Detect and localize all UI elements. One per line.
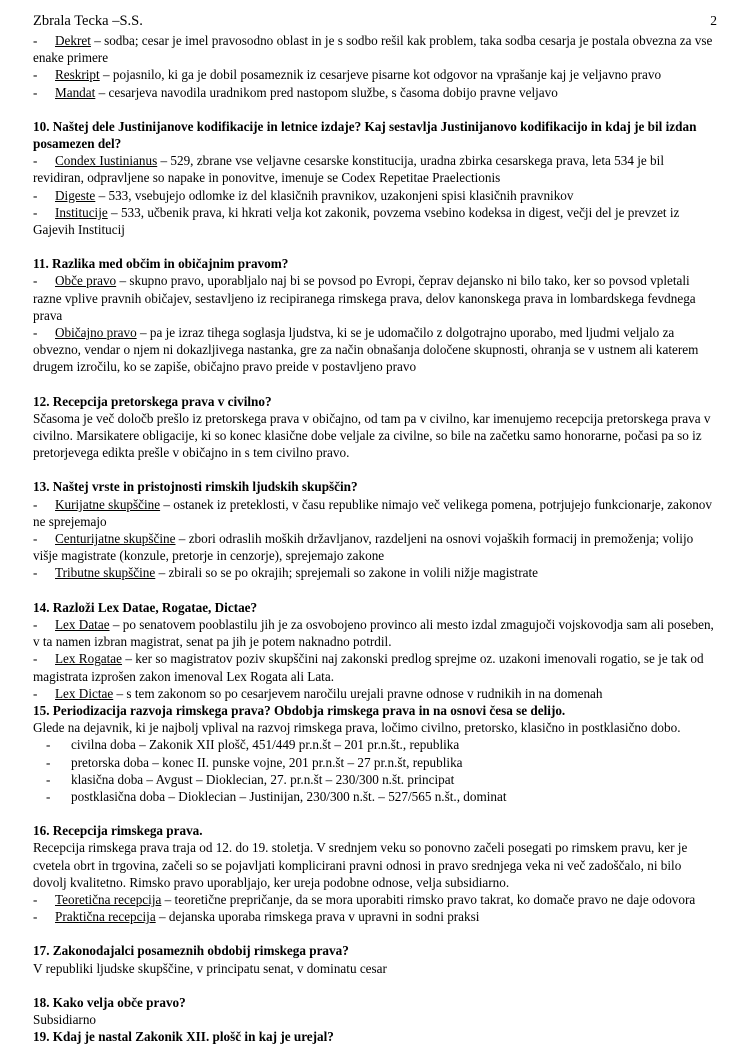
question-heading-18: 18. Kako velja obče pravo? — [33, 994, 186, 1010]
list-item — [33, 530, 717, 564]
bullet-term: Mandat — [55, 84, 96, 100]
list-item — [33, 736, 717, 753]
list-item — [33, 66, 717, 83]
section-spacer — [33, 977, 717, 994]
bullet-dash: - — [33, 909, 38, 925]
bullet-text: – cesarjeva navodila uradnikom pred nastopom službe, s časoma dobijo pravne veljavo — [95, 84, 558, 100]
list-item — [33, 272, 717, 324]
bullet-dash: - — [33, 273, 38, 289]
list-item — [33, 891, 717, 908]
question-heading-14: 14. Razloži Lex Datae, Rogatae, Dictae? — [33, 599, 258, 615]
bullet-dash: - — [33, 651, 38, 667]
page-header — [33, 12, 717, 30]
bullet-dash: - — [46, 737, 51, 753]
question-heading-19: 19. Kdaj je nastal Zakonik XII. plošč in kaj je urejal? — [33, 1029, 334, 1045]
list-item — [33, 685, 717, 702]
bullet-dash: - — [33, 187, 38, 203]
bullet-text: civilna doba – Zakonik XII plošč, 451/449 pr.n.št – 201 pr.n.št., republika — [71, 737, 460, 753]
answer-list-16 — [33, 891, 717, 925]
bullet-dash: - — [46, 771, 51, 787]
intro-bullet-list — [33, 32, 717, 101]
question-heading-16: 16. Recepcija rimskega prava. — [33, 823, 203, 839]
bullet-text: – s tem zakonom so po cesarjevem naročilu urejali pravne odnose v rudnikih in na domenah — [113, 685, 603, 701]
bullet-text: – skupno pravo, uporabljalo naj bi se povsod po Evropi, čeprav dejansko ni bilo tako, ker so povsod vpletali razne vplive pravnih običajev, sestavljeno iz recipiranega rimskega prava, delov kanonskega prava in lombardskega fevdnega prava — [33, 273, 696, 323]
question-heading-11: 11. Razlika med občim in običajnim pravom? — [33, 256, 289, 272]
bullet-term: Lex Datae — [55, 616, 110, 632]
bullet-dash: - — [33, 33, 38, 48]
bullet-dash: - — [33, 685, 38, 701]
bullet-text: – 529, zbrane vse veljavne cesarske konstitucija, uradna zbirka cesarskega prava, leta 534 je bil revidiran, odpravljene so napake in ponovitve, imenuje se Codex Repetitae Praelectionis — [33, 153, 664, 186]
answer-paragraph-15: Glede na dejavnik, ki je najbolj vplival na razvoj rimskega prava, ločimo civilno, pretorsko, klasično in postklasično dobo. — [33, 720, 681, 736]
bullet-term: Običajno pravo — [55, 325, 137, 341]
bullet-dash: - — [33, 565, 38, 581]
bullet-term: Digeste — [55, 187, 96, 203]
list-item — [33, 754, 717, 771]
section-spacer — [33, 805, 717, 822]
section-spacer — [33, 461, 717, 478]
list-item — [33, 187, 717, 204]
bullet-text: – teoretične prepričanje, da se mora uporabiti rimsko pravo takrat, ko domače pravo ne daje odovora — [161, 891, 696, 907]
section-spacer — [33, 582, 717, 599]
bullet-text: – pa je izraz tihega soglasja ljudstva, ki se je udomačilo z dolgotrajno uporabo, med ljudmi veljalo za obvezno, vendar o njem ni dokazljivega nastanka, gre za način obnašanja določene skupnosti, ohranja se v ustnem ali katerem drugem izročilu, ko se zapiše, običajno pravo preide v postavljeno pravo — [33, 325, 699, 375]
bullet-term: Condex Iustinianus — [55, 153, 158, 169]
question-heading-13: 13. Naštej vrste in pristojnosti rimskih ljudskih skupščin? — [33, 479, 358, 495]
answer-paragraph-16: Recepcija rimskega prava traja od 12. do 19. stoletja. V srednjem veku so ponovno začeli posegati po rimskem pravu, ker je cvetela obrt in trgovina, začeli so se pojavljati komplicirani pravni odnosi in pravo srednjega veka ni več zadoščalo, ni bilo dovolj kvalitetno. Rimsko pravo uporabljajo, ker ureja podobne odnose, velja subsidiarno. — [33, 840, 688, 890]
list-item — [33, 84, 717, 101]
list-item — [33, 908, 717, 925]
bullet-term: Centurijatne skupščine — [55, 531, 176, 547]
bullet-text: klasična doba – Avgust – Dioklecian, 27. pr.n.št – 230/300 n.št. principat — [71, 771, 455, 787]
section-spacer — [33, 101, 717, 118]
bullet-text: – ostanek iz preteklosti, v času republike nimajo več velikega pomena, potrjujejo funkcionarje, zakonov ne sprejemajo — [33, 496, 712, 529]
answer-paragraph-18: Subsidiarno — [33, 1011, 97, 1027]
section-spacer — [33, 238, 717, 255]
section-spacer — [33, 376, 717, 393]
bullet-dash: - — [33, 84, 38, 100]
question-heading-15: 15. Periodizacija razvoja rimskega prava? Obdobja rimskega prava in na osnovi česa se delijo. — [33, 702, 566, 718]
section-spacer — [33, 925, 717, 942]
bullet-term: Dekret — [55, 33, 91, 48]
list-item — [33, 496, 717, 530]
list-item — [33, 152, 717, 186]
bullet-term: Teoretična recepcija — [55, 891, 162, 907]
answer-paragraph-17: V republiki ljudske skupščine, v principatu senat, v dominatu cesar — [33, 960, 387, 976]
list-item — [33, 564, 717, 581]
list-item — [33, 32, 717, 66]
bullet-term: Lex Rogatae — [55, 651, 123, 667]
header-title: Zbrala Tecka –S.S. — [33, 13, 143, 29]
bullet-term: Lex Dictae — [55, 685, 114, 701]
bullet-dash: - — [33, 531, 38, 547]
bullet-term: Praktična recepcija — [55, 909, 156, 925]
question-heading-12: 12. Recepcija pretorskega prava v civilno? — [33, 393, 272, 409]
bullet-text: – zbirali so se po okrajih; sprejemali so zakone in volili nižje magistrate — [155, 565, 538, 581]
page-number: 2 — [710, 13, 717, 28]
answer-list-10 — [33, 152, 717, 238]
bullet-dash: - — [33, 67, 38, 83]
question-heading-17: 17. Zakonodajalci posameznih obdobij rimskega prava? — [33, 943, 349, 959]
bullet-text: pretorska doba – konec II. punske vojne, 201 pr.n.št – 27 pr.n.št, republika — [71, 754, 463, 770]
bullet-dash: - — [46, 754, 51, 770]
bullet-term: Obče pravo — [55, 273, 117, 289]
bullet-dash: - — [33, 891, 38, 907]
bullet-text: postklasična doba – Dioklecian – Justinijan, 230/300 n.št. – 527/565 n.št., dominat — [71, 788, 507, 804]
bullet-text: – dejanska uporaba rimskega prava v upravni in sodni praksi — [155, 909, 480, 925]
answer-list-11 — [33, 272, 717, 375]
answer-paragraph-12: Sčasoma je več določb prešlo iz pretorskega prava v običajno, od tam pa v civilno, kar imenujemo recepcija pretorskega prava v civilno. Marsikatere obligacije, ki so konec klasične dobe veljale za civilne, so bile na začetku samo honorarne, počasi pa so iz pretorjevega edikta prešle v običajno in s tem civilno pravo. — [33, 410, 711, 461]
bullet-dash: - — [33, 204, 38, 220]
bullet-text: – po senatovem pooblastilu jih je za osvobojeno provinco ali mesto izdal zmagujoči vojskovodja sam ali poseben, v ta namen izbran magistrat, senat pa jih je potem naknadno potrdil. — [33, 616, 714, 650]
list-item — [33, 650, 717, 684]
list-item — [33, 788, 717, 805]
bullet-dash: - — [33, 325, 38, 341]
bullet-text: – 533, učbenik prava, ki hkrati velja kot zakonik, povzema vsebino kodeksa in digest, večji del je prevzet iz Gajevih Institucij — [33, 204, 680, 238]
bullet-text: – 533, vsebujejo odlomke iz del klasičnih pravnikov, uzakonjeni spisi klasičnih pravnikov — [95, 187, 574, 203]
bullet-term: Tributne skupščine — [55, 565, 156, 581]
bullet-text: – ker so magistratov poziv skupščini naj zakonski predlog sprejme oz. uzakoni imenovali rogatio, se je tak od magistrata izprošen zakon imenoval Lex Rogata ali Lata. — [33, 651, 704, 684]
list-item — [33, 204, 717, 238]
answer-list-14 — [33, 616, 717, 702]
bullet-dash: - — [46, 788, 51, 804]
bullet-text: – zbori odraslih moških državljanov, razdeljeni na osnovi vojaških formacij in premoženja; volijo višje magistrate (konzule, pretorje in cenzorje), sprejemajo zakone — [33, 531, 694, 564]
list-item — [33, 324, 717, 376]
bullet-text: – pojasnilo, ki ga je dobil posameznik iz cesarjeve pisarne kot odgovor na vprašanje kaj je veljavno pravo — [99, 67, 662, 83]
question-heading-10: 10. Naštej dele Justinijanove kodifikacije in letnice izdaje? Kaj sestavlja Justinijanovo kodifikacijo in kdaj je bil izdan posamezen del? — [33, 118, 697, 152]
list-item — [33, 771, 717, 788]
bullet-dash: - — [33, 496, 38, 512]
bullet-text: – sodba; cesar je imel pravosodno oblast in je s sodbo rešil kak problem, taka sodba cesarja je postala obvezna za vse enake primere — [33, 33, 713, 66]
list-item — [33, 616, 717, 650]
bullet-term: Reskript — [55, 67, 100, 83]
answer-list-15 — [33, 736, 717, 805]
bullet-term: Kurijatne skupščine — [55, 496, 161, 512]
bullet-dash: - — [33, 616, 38, 632]
bullet-dash: - — [33, 153, 38, 169]
bullet-term: Institucije — [55, 204, 108, 220]
document-body — [33, 32, 717, 1045]
answer-list-13 — [33, 496, 717, 582]
